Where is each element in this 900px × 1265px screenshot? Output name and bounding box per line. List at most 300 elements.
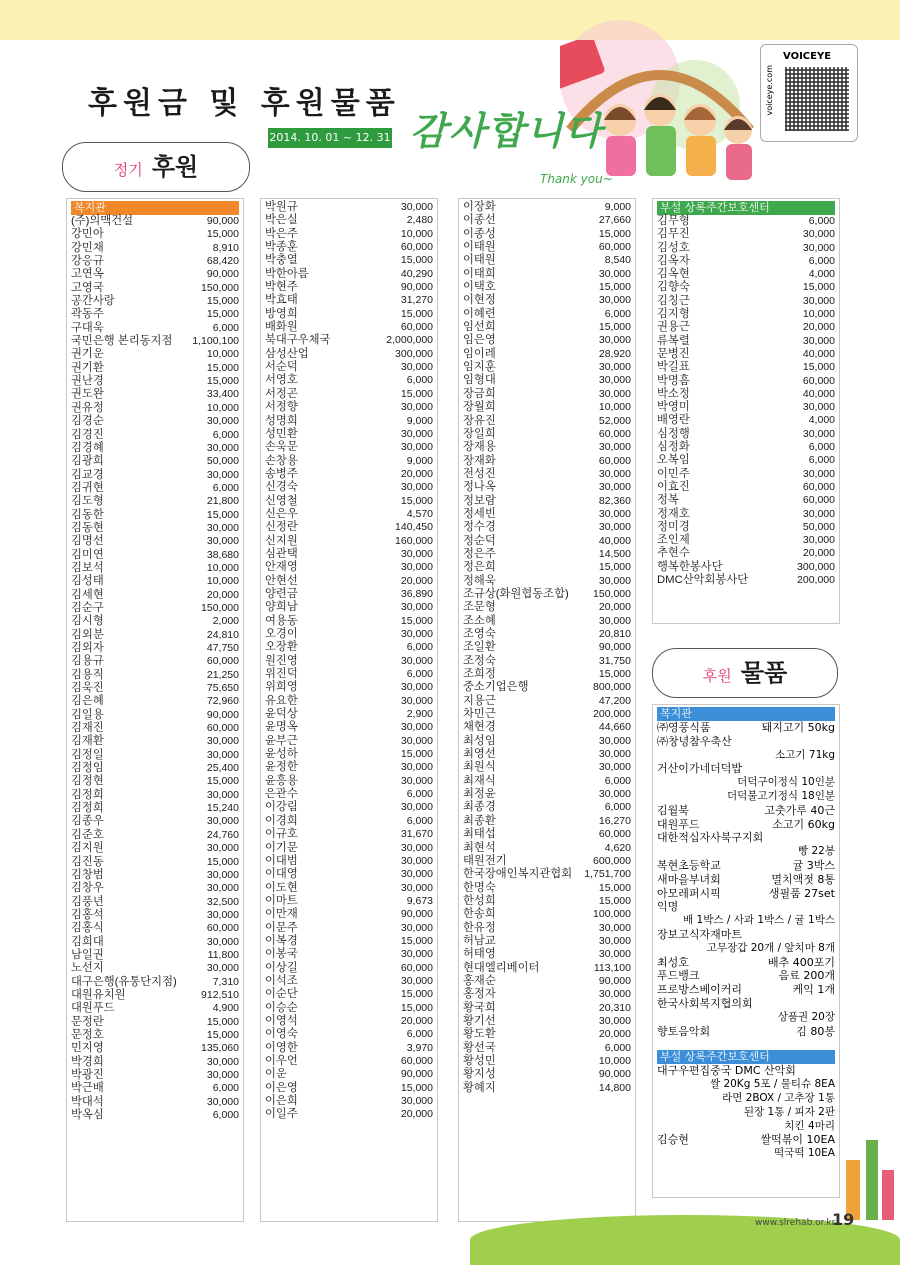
donor-name: 이민주 <box>657 467 690 480</box>
goods-description: 치킨 4마리 <box>784 1119 835 1132</box>
donor-row <box>463 521 631 534</box>
donation-amount: 20,000 <box>400 1014 433 1027</box>
donation-amount: 14,800 <box>598 1081 631 1094</box>
donor-row <box>71 442 239 455</box>
donor-name: 류복렬 <box>657 334 690 347</box>
goods-donor: 새마을부녀회 <box>657 872 721 886</box>
donor-row <box>71 642 239 655</box>
donor-row <box>265 721 433 734</box>
donation-amount: 1,100,100 <box>192 335 239 348</box>
donation-amount: 30,000 <box>802 427 835 440</box>
donation-amount: 30,000 <box>400 1095 433 1108</box>
donor-name: 김일용 <box>71 708 104 721</box>
donation-amount: 30,000 <box>400 801 433 814</box>
donor-row <box>463 735 631 748</box>
donor-row <box>463 668 631 681</box>
donor-name: 심정행 <box>657 427 690 440</box>
donation-amount: 90,000 <box>206 268 239 281</box>
goods-description: 쌀 20Kg 5포 / 물티슈 8EA <box>709 1078 835 1091</box>
goods-donor: 푸드뱅크 <box>657 969 700 983</box>
donor-row <box>265 815 433 828</box>
donation-amount: 30,000 <box>400 441 433 454</box>
donor-row <box>71 535 239 548</box>
donation-amount: 20,810 <box>598 628 631 640</box>
donation-amount: 8,910 <box>212 241 239 254</box>
donation-amount: 30,000 <box>598 387 631 400</box>
donor-row <box>463 294 631 307</box>
donor-name: 이석조 <box>265 974 298 987</box>
donor-row <box>265 535 433 548</box>
donor-name: 행복한봉사단 <box>657 560 723 573</box>
donor-row <box>71 1096 239 1109</box>
donor-name: 신경숙 <box>265 481 298 494</box>
donor-row <box>463 815 631 828</box>
donation-amount: 60,000 <box>598 241 631 254</box>
donor-row <box>463 415 631 428</box>
goods-description: 배추 400포기 <box>768 955 835 969</box>
donor-name: 김광희 <box>71 455 104 468</box>
donation-amount: 38,680 <box>206 548 239 561</box>
donor-row <box>265 401 433 414</box>
donor-row <box>265 935 433 948</box>
donation-amount: 15,000 <box>400 1001 433 1014</box>
goods-item <box>657 721 835 735</box>
donation-amount: 68,420 <box>206 255 239 268</box>
donor-row <box>463 481 631 494</box>
donor-name: 이영숙 <box>265 1028 298 1041</box>
donation-amount: 90,000 <box>598 641 631 654</box>
donor-name: 권기환 <box>71 361 104 374</box>
donor-row <box>657 534 835 547</box>
donation-amount: 6,000 <box>406 1028 433 1041</box>
donor-row <box>265 641 433 654</box>
donor-name: 권기운 <box>71 348 104 361</box>
thanks-subtitle: Thank you~ <box>540 172 613 186</box>
donation-amount: 30,000 <box>598 361 631 374</box>
donor-name: 배영란 <box>657 414 690 427</box>
donor-name: 윤흥용 <box>265 774 298 787</box>
donor-name: 한성희 <box>463 894 496 907</box>
donor-name: 장일희 <box>463 427 496 440</box>
donor-name: 김외자 <box>71 642 104 654</box>
donor-name: 전성진 <box>463 467 496 480</box>
donation-amount: 60,000 <box>400 241 433 254</box>
donor-name: 안현선 <box>265 574 298 587</box>
donation-amount: 30,000 <box>206 962 239 975</box>
donor-name: 대원푸드 <box>71 1002 115 1015</box>
goods-donor: 대구우편집중국 DMC 산악회 <box>657 1064 796 1078</box>
donor-row <box>71 1029 239 1042</box>
donation-amount: 24,810 <box>206 628 239 641</box>
qr-side-label: voiceye.com <box>765 65 774 116</box>
donor-row <box>265 521 433 534</box>
donor-name: 김향숙 <box>657 281 690 294</box>
donation-amount: 30,000 <box>598 574 631 587</box>
donor-name: 심관택 <box>265 547 298 560</box>
donor-row <box>463 468 631 481</box>
donor-name: 김명선 <box>71 535 104 548</box>
donation-amount: 30,000 <box>400 774 433 787</box>
donor-column-1 <box>66 198 244 1222</box>
donation-amount: 15,000 <box>802 361 835 374</box>
donation-amount: 15,000 <box>400 1081 433 1094</box>
donation-amount: 30,000 <box>598 921 631 934</box>
donor-row <box>265 1068 433 1081</box>
section-label-big: 후원 <box>151 153 199 181</box>
section-label-small: 정기 <box>113 161 143 179</box>
donor-name: 김도형 <box>71 495 104 508</box>
donation-amount: 30,000 <box>598 521 631 534</box>
donor-name: 장월희 <box>463 401 496 414</box>
donor-name: 이도현 <box>265 881 298 894</box>
donor-name: 이대범 <box>265 854 298 867</box>
donation-amount: 30,000 <box>206 935 239 948</box>
donor-row <box>265 695 433 708</box>
donor-row <box>657 255 835 268</box>
goods-description: 빵 22봉 <box>798 845 835 858</box>
donor-name: 이은영 <box>265 1081 298 1094</box>
donor-name: 김시형 <box>71 615 104 628</box>
donation-amount: 47,200 <box>598 694 631 707</box>
donor-name: 홍정자 <box>463 988 496 1001</box>
donation-amount: 30,000 <box>598 334 631 347</box>
donor-row <box>71 589 239 602</box>
donor-row <box>71 735 239 748</box>
donor-row <box>71 829 239 842</box>
donor-name: 김종우 <box>71 815 104 828</box>
donor-row <box>265 655 433 668</box>
donor-row <box>71 936 239 949</box>
donor-name: 서순덕 <box>265 361 298 374</box>
donor-row <box>71 989 239 1002</box>
donor-name: 김희대 <box>71 935 104 948</box>
donor-row <box>463 455 631 468</box>
donation-amount: 90,000 <box>598 974 631 987</box>
goods-item <box>657 928 835 942</box>
goods-item <box>657 1025 835 1039</box>
donation-amount: 30,000 <box>400 427 433 440</box>
donation-amount: 30,000 <box>206 868 239 881</box>
goods-description: 떡국떡 10EA <box>774 1147 835 1160</box>
goods-description: 상품권 20장 <box>777 1010 835 1023</box>
donor-row <box>71 1042 239 1055</box>
donor-name: 김준호 <box>71 828 104 841</box>
donation-amount: 4,000 <box>808 268 835 281</box>
donor-name: 이일주 <box>265 1108 298 1121</box>
donor-name: 고영국 <box>71 281 104 294</box>
donation-amount: 30,000 <box>206 415 239 428</box>
donor-name: 김성호 <box>657 241 690 254</box>
donation-amount: 113,100 <box>593 961 631 974</box>
donation-amount: 30,000 <box>400 841 433 854</box>
goods-description: 멸치액젓 8통 <box>771 872 835 886</box>
donor-name: 김정희 <box>71 788 104 801</box>
goods-description: 더덕불고기정식 18인분 <box>727 789 835 802</box>
goods-donor: 김월북 <box>657 803 689 817</box>
donor-name: 최성임 <box>463 734 496 747</box>
donor-row <box>71 655 239 668</box>
donation-amount: 30,000 <box>400 721 433 734</box>
donor-name: 조일환 <box>463 641 496 654</box>
donor-name: 오장환 <box>265 641 298 654</box>
donor-name: 권용근 <box>657 321 690 334</box>
donor-row <box>71 762 239 775</box>
donor-name: 김창범 <box>71 868 104 881</box>
donation-amount: 15,000 <box>598 561 631 574</box>
goods-donor: 프로방스베이커리 <box>657 983 743 997</box>
donor-row <box>71 1002 239 1015</box>
donation-amount: 6,000 <box>212 321 239 334</box>
donation-amount: 2,000 <box>212 615 239 628</box>
donor-name: 임이레 <box>463 347 496 360</box>
donation-amount: 30,000 <box>400 481 433 494</box>
donor-row <box>463 922 631 935</box>
donor-column-2 <box>260 198 438 1222</box>
donation-amount: 150,000 <box>201 281 239 294</box>
donor-name: 최종경 <box>463 801 496 814</box>
donation-amount: 72,960 <box>206 695 239 708</box>
donor-name: 한유정 <box>463 921 496 934</box>
donor-row <box>265 561 433 574</box>
donation-amount: 60,000 <box>400 961 433 974</box>
donor-row <box>463 321 631 334</box>
donor-name: 구대욱 <box>71 321 104 334</box>
donor-name: 황선국 <box>463 1041 496 1054</box>
donor-row <box>265 348 433 361</box>
donation-amount: 3,970 <box>406 1041 433 1054</box>
donor-row <box>463 535 631 548</box>
donor-row <box>71 1016 239 1029</box>
goods-item <box>657 983 835 997</box>
donor-row <box>463 441 631 454</box>
donation-amount: 82,360 <box>598 494 631 507</box>
goods-item <box>657 831 835 845</box>
donation-amount: 200,000 <box>797 574 835 587</box>
donor-name: 이효진 <box>657 480 690 493</box>
donor-row <box>71 709 239 722</box>
goods-donor: 대원푸드 <box>657 817 700 831</box>
goods-description: 소고기 60kg <box>772 817 835 831</box>
donation-amount: 30,000 <box>206 441 239 454</box>
donor-name: 강민아 <box>71 228 104 241</box>
donor-row <box>71 976 239 989</box>
donation-amount: 30,000 <box>400 974 433 987</box>
donor-row <box>265 361 433 374</box>
donation-amount: 44,660 <box>598 721 631 734</box>
donor-row <box>265 588 433 601</box>
donor-name: 곽동주 <box>71 308 104 321</box>
donor-name: 중소기업은행 <box>463 681 529 694</box>
donation-amount: 60,000 <box>206 922 239 935</box>
donor-name: 이종성 <box>463 227 496 240</box>
donation-amount: 20,000 <box>802 321 835 334</box>
donation-amount: 36,890 <box>400 587 433 600</box>
donation-amount: 10,000 <box>400 227 433 240</box>
donation-amount: 6,000 <box>808 254 835 267</box>
donor-name: 오경이 <box>265 628 298 640</box>
donor-name: 윤덕상 <box>265 708 298 721</box>
donor-name: 장유진 <box>463 414 496 427</box>
donor-name: 양련금 <box>265 587 298 600</box>
donor-name: 여용동 <box>265 614 298 627</box>
goods-description: 소고기 71kg <box>775 748 835 761</box>
goods-item <box>657 1064 835 1078</box>
donation-amount: 10,000 <box>206 401 239 414</box>
donation-amount: 15,000 <box>598 894 631 907</box>
donor-row <box>657 441 835 454</box>
donation-amount: 300,000 <box>797 560 835 573</box>
donor-name: 이강림 <box>265 801 298 814</box>
donation-amount: 30,000 <box>598 934 631 947</box>
donation-amount: 30,000 <box>206 535 239 548</box>
donation-amount: 30,000 <box>598 948 631 961</box>
donation-amount: 30,000 <box>206 521 239 534</box>
donor-name: 김경순 <box>71 415 104 428</box>
donor-row <box>463 761 631 774</box>
donation-amount: 30,000 <box>400 547 433 560</box>
donor-row <box>265 575 433 588</box>
donor-row <box>71 629 239 642</box>
donor-row <box>265 1055 433 1068</box>
donor-row <box>71 842 239 855</box>
goods-donor: 복현초등학교 <box>657 858 721 872</box>
donor-row <box>71 909 239 922</box>
donor-row <box>265 735 433 748</box>
donor-name: 박영미 <box>657 401 690 414</box>
donation-amount: 30,000 <box>400 601 433 614</box>
donation-amount: 6,000 <box>212 1109 239 1122</box>
donation-amount: 8,540 <box>604 254 631 267</box>
donor-row <box>463 334 631 347</box>
donation-amount: 2,480 <box>406 214 433 227</box>
donor-name: 박종훈 <box>265 241 298 254</box>
donation-amount: 300,000 <box>395 347 433 360</box>
donor-row <box>71 962 239 975</box>
donor-row <box>657 242 835 255</box>
donor-row <box>265 495 433 508</box>
donation-amount: 30,000 <box>598 507 631 520</box>
donation-amount: 90,000 <box>400 281 433 294</box>
goods-list <box>652 704 840 1198</box>
donor-name: 한국장애인복지관협회 <box>463 868 573 881</box>
donor-name: 문정호 <box>71 1028 104 1041</box>
donor-row <box>265 308 433 321</box>
donor-name: 조영숙 <box>463 628 496 640</box>
donor-row <box>265 855 433 868</box>
donor-row <box>265 761 433 774</box>
donor-name: 박근배 <box>71 1082 104 1095</box>
donor-name: 김세현 <box>71 588 104 601</box>
donor-row <box>463 988 631 1001</box>
donor-row <box>71 228 239 241</box>
donor-name: 신지원 <box>265 534 298 547</box>
donor-name: 서정곤 <box>265 387 298 400</box>
donor-row <box>71 375 239 388</box>
donor-row <box>265 1082 433 1095</box>
donation-amount: 30,000 <box>206 908 239 921</box>
donor-name: 유요한 <box>265 694 298 707</box>
thanks-heading: 감사합니다 <box>410 108 604 153</box>
donor-name: 이기문 <box>265 841 298 854</box>
donation-amount: 28,920 <box>598 347 631 360</box>
donor-row <box>463 548 631 561</box>
donation-amount: 9,000 <box>406 454 433 467</box>
donor-row <box>463 1002 631 1015</box>
donor-name: 김용규 <box>71 655 104 668</box>
page-number: 19 <box>832 1210 855 1229</box>
donation-amount: 15,000 <box>206 228 239 241</box>
donor-name: 송병주 <box>265 467 298 480</box>
donor-name: 성민환 <box>265 427 298 440</box>
donation-amount: 9,000 <box>604 201 631 213</box>
donation-amount: 16,270 <box>598 814 631 827</box>
donation-amount: 6,000 <box>604 774 631 787</box>
donor-row <box>265 948 433 961</box>
donor-row <box>265 842 433 855</box>
goods-donor: 대한적십자사북구지회 <box>657 831 764 845</box>
donor-name: 정복 <box>657 494 679 507</box>
donation-amount: 15,000 <box>400 494 433 507</box>
donor-name: 차민근 <box>463 708 496 721</box>
donor-row <box>657 454 835 467</box>
donation-amount: 40,290 <box>400 267 433 280</box>
donation-amount: 15,000 <box>400 254 433 267</box>
donor-name: 이대영 <box>265 868 298 881</box>
donor-row <box>657 547 835 560</box>
donor-name: 장재용 <box>463 441 496 454</box>
donation-amount: 25,400 <box>206 762 239 775</box>
donation-amount: 30,000 <box>598 734 631 747</box>
donor-name: 추현수 <box>657 547 690 560</box>
donor-row <box>265 895 433 908</box>
donation-amount: 30,000 <box>400 921 433 934</box>
goods-item <box>657 735 835 749</box>
donor-row <box>265 708 433 721</box>
donation-amount: 150,000 <box>201 601 239 614</box>
donor-name: 배화원 <box>265 321 298 334</box>
donor-row <box>71 882 239 895</box>
donation-amount: 30,000 <box>400 654 433 667</box>
donor-row <box>463 695 631 708</box>
donor-name: 김풍년 <box>71 895 104 908</box>
donor-row <box>463 828 631 841</box>
donation-amount: 20,000 <box>802 547 835 560</box>
donor-name: 김정희 <box>71 802 104 815</box>
donation-amount: 9,673 <box>406 894 433 907</box>
donor-name: 이태원 <box>463 254 496 267</box>
donation-amount: 10,000 <box>598 1055 631 1067</box>
donor-row <box>265 321 433 334</box>
donor-row <box>463 935 631 948</box>
donor-name: 박효태 <box>265 294 298 307</box>
donor-name: 강민채 <box>71 241 104 254</box>
goods-item <box>657 762 835 776</box>
goods-item <box>657 859 835 873</box>
donor-row <box>265 415 433 428</box>
donation-amount: 4,000 <box>808 414 835 427</box>
donor-name: 현대엘리베이터 <box>463 961 540 974</box>
donor-row <box>657 375 835 388</box>
donation-amount: 10,000 <box>206 561 239 574</box>
donor-row <box>265 882 433 895</box>
donation-amount: 7,310 <box>212 975 239 988</box>
donation-amount: 30,000 <box>206 748 239 761</box>
donor-row <box>71 802 239 815</box>
donation-amount: 2,000,000 <box>386 334 433 347</box>
goods-donor: 장보고식자재마트 <box>657 927 743 941</box>
donation-amount: 30,000 <box>206 468 239 481</box>
donation-amount: 4,570 <box>406 507 433 520</box>
